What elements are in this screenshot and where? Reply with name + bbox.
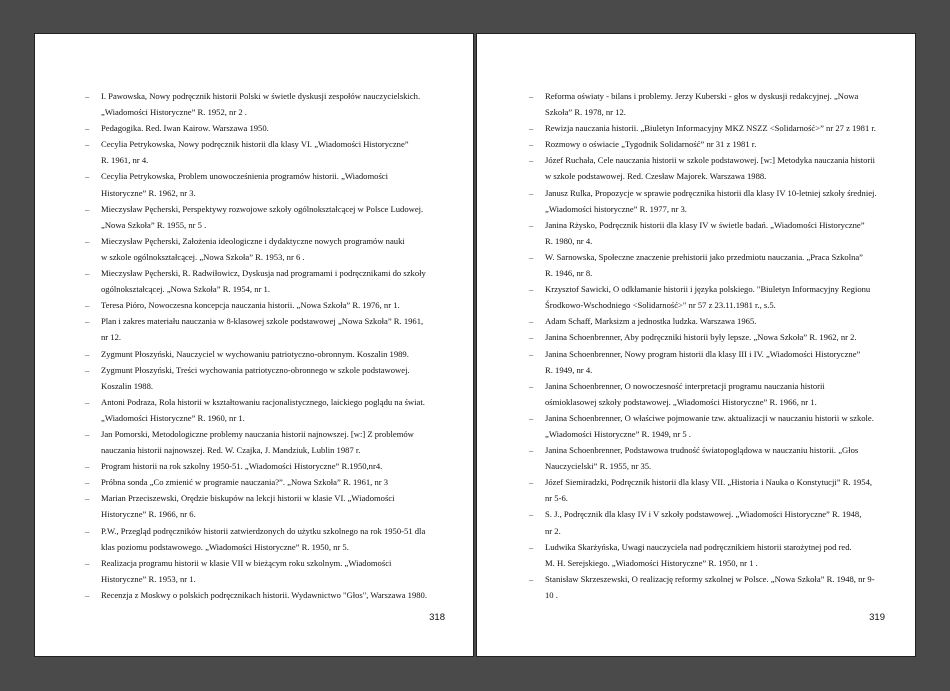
bibliography-entry <box>85 136 437 168</box>
bibliography-entry <box>85 490 437 522</box>
bibliography-entry <box>85 313 437 345</box>
entry-text: Janina Schoenbrenner, Podstawowa trudność światopoglądowa w nauczaniu historii. „Głos Nauczycielski” R. 1955, nr 35. <box>545 445 859 472</box>
entry-text: P.W., Przegląd podręczników historii zatwierdzonych do użytku szkolnego na rok 1950-51 dla klas poziomu podstawowego. „Wiadomości Historyczne” R. 1950, nr 5. <box>101 525 426 552</box>
right-page-bibliography <box>529 88 885 603</box>
bibliography-entry <box>529 378 885 410</box>
entry-text: Antoni Podraza, Rola historii w kształtowaniu racjonalistycznego, laickiego poglądu na świat. „Wiadomości Historyczne” R. 1960, nr 1. <box>101 396 425 423</box>
entry-text: Zygmunt Płoszyński, Nauczyciel w wychowaniu patriotyczno-obronnym. Koszalin 1989. <box>101 348 409 359</box>
entry-dash-bullet: – <box>85 493 90 504</box>
entry-text: Cecylia Petrykowska, Nowy podręcznik historii dla klasy VI. „Wiadomości Historyczne” R. 1961, nr 4. <box>101 139 409 166</box>
entry-dash-bullet: – <box>85 557 90 568</box>
entry-text: Zygmunt Płoszyński, Treści wychowania patriotyczno-obronnego w szkole podstawowej. Koszalin 1988. <box>101 364 410 391</box>
entry-text: Marian Przeciszewski, Orędzie biskupów na lekcji historii w klasie VI. „Wiadomości Historyczne” R. 1966, nr 6. <box>101 493 395 520</box>
bibliography-entry <box>529 88 885 120</box>
bibliography-entry <box>85 587 437 603</box>
entry-text: Janina Schoenbrenner, O właściwe pojmowanie tzw. aktualizacji w nauczaniu historii w szkole. „Wiadomości Historyczne” R. 1949, nr 5 . <box>545 412 874 439</box>
bibliography-entry <box>85 474 437 490</box>
entry-text: Janusz Rulka, Propozycje w sprawie podręcznika historii dla klasy IV 10-letniej szkoły średniej. „Wiadomości historyczne” R. 1977, nr 3. <box>545 187 877 214</box>
right-page <box>476 33 916 657</box>
entry-text: S. J., Podręcznik dla klasy IV i V szkoły podstawowej. „Wiadomości Historyczne” R. 1948, nr 2. <box>545 509 862 536</box>
entry-dash-bullet: – <box>85 123 90 134</box>
entry-text: Reforma oświaty - bilans i problemy. Jerzy Kuberski - głos w dyskusji redakcyjnej. „Nowa Szkoła” R. 1978, nr 12. <box>545 91 859 118</box>
entry-dash-bullet: – <box>529 251 534 262</box>
entry-dash-bullet: – <box>85 364 90 375</box>
entry-dash-bullet: – <box>529 316 534 327</box>
entry-text: Teresa Pióro, Nowoczesna koncepcja nauczania historii. „Nowa Szkoła” R. 1976, nr 1. <box>101 300 400 311</box>
entry-text: Mieczysław Pęcherski, R. Radwiłowicz, Dyskusja nad programami i podręcznikami do szkoły ogólnokształcącej. „Nowa Szkoła” R. 1954, nr 1. <box>101 268 426 295</box>
entry-dash-bullet: – <box>529 139 534 150</box>
entry-dash-bullet: – <box>529 91 534 101</box>
bibliography-entry <box>529 152 885 184</box>
right-page-number: 319 <box>869 612 885 623</box>
bibliography-entry <box>529 329 885 345</box>
entry-dash-bullet: – <box>85 316 90 327</box>
entry-dash-bullet: – <box>529 412 534 423</box>
entry-text: Stanisław Skrzeszewski, O realizację reformy szkolnej w Polsce. „Nowa Szkoła” R. 1948, nr 9- 10 . <box>545 573 875 600</box>
entry-dash-bullet: – <box>529 348 534 359</box>
entry-text: Józef Siemiradzki, Podręcznik historii dla klasy VII. „Historia i Nauka o Konstytucji” R. 1954, nr 5-6. <box>545 477 873 504</box>
bibliography-entry <box>529 185 885 217</box>
entry-text: I. Pawowska, Nowy podręcznik historii Polski w świetle dyskusji zespołów nauczycielskich. „Wiadomości Historyczne” R. 1952, nr 2 . <box>101 91 421 118</box>
entry-dash-bullet: – <box>529 445 534 456</box>
entry-dash-bullet: – <box>85 396 90 407</box>
left-page <box>34 33 474 657</box>
entry-text: Jan Pomorski, Metodologiczne problemy nauczania historii najnowszej. [w:] Z problemów nauczania historii najnowszej. Red. W. Czajka, J. Mandziuk, Lublin 1987 r. <box>101 428 414 456</box>
entry-text: Program historii na rok szkolny 1950-51. „Wiadomości Historyczne” R.1950,nr4. <box>101 461 383 472</box>
bibliography-entry <box>85 233 437 265</box>
entry-dash-bullet: – <box>529 123 534 134</box>
entry-dash-bullet: – <box>529 284 534 295</box>
entry-dash-bullet: – <box>529 155 534 166</box>
bibliography-entry <box>85 265 437 297</box>
entry-dash-bullet: – <box>85 348 90 359</box>
entry-dash-bullet: – <box>529 380 534 391</box>
entry-text: Józef Ruchała, Cele nauczania historii w szkole podstawowej. [w:] Metodyka nauczania historii w szkole podstawowej. Red. Czesław Majorek. Warszawa 1988. <box>545 155 876 182</box>
entry-dash-bullet: – <box>529 332 534 343</box>
bibliography-entry <box>529 539 885 571</box>
bibliography-entry <box>529 217 885 249</box>
entry-text: Janina Rżysko, Podręcznik historii dla klasy IV w świetle badań. „Wiadomości Historyczne” R. 1980, nr 4. <box>545 219 865 246</box>
bibliography-entry <box>85 88 437 120</box>
entry-dash-bullet: – <box>85 171 90 182</box>
bibliography-entry <box>85 346 437 362</box>
entry-dash-bullet: – <box>529 187 534 198</box>
bibliography-entry <box>529 120 885 136</box>
entry-text: Próbna sonda „Co zmienić w programie nauczania?”. „Nowa Szkoła” R. 1961, nr 3 <box>101 477 389 488</box>
entry-text: Janina Schoenbrenner, O nowoczesność interpretacji programu nauczania historii ośmioklasowej szkoły podstawowej. „Wiadomości Historyczne” R. 1966, nr 1. <box>545 380 825 407</box>
entry-text: Rozmowy o oświacie „Tygodnik Solidarność” nr 31 z 1981 r. <box>545 139 757 150</box>
bibliography-entry <box>85 168 437 200</box>
entry-dash-bullet: – <box>85 477 90 488</box>
entry-dash-bullet: – <box>85 268 90 279</box>
entry-text: Rewizja nauczania historii. „Biuletyn Informacyjny MKZ NSZZ <Solidarność>” nr 27 z 1981 r. <box>545 123 876 134</box>
entry-text: Mieczysław Pęcherski, Założenia ideologiczne i dydaktyczne nowych programów nauki w szkole ogólnokształcącej. „Nowa Szkoła” R. 1953, nr 6 . <box>101 235 405 262</box>
bibliography-entry <box>85 201 437 233</box>
entry-text: Janina Schoenbrenner, Aby podręczniki historii były lepsze. „Nowa Szkoła” R. 1962, nr 2. <box>545 332 857 343</box>
entry-text: Cecylia Petrykowska, Problem unowocześnienia programów historii. „Wiadomości Historyczne” R. 1962, nr 3. <box>101 171 389 198</box>
bibliography-entry <box>529 410 885 442</box>
left-page-bibliography <box>85 88 437 603</box>
entry-dash-bullet: – <box>85 461 90 472</box>
entry-dash-bullet: – <box>85 428 90 439</box>
bibliography-entry <box>85 426 437 458</box>
bibliography-entry <box>529 346 885 378</box>
entry-text: Realizacja programu historii w klasie VII w bieżącym roku szkolnym. „Wiadomości Historyczne” R. 1953, nr 1. <box>101 557 392 584</box>
bibliography-entry <box>529 442 885 474</box>
bibliography-entry <box>85 458 437 474</box>
entry-dash-bullet: – <box>85 139 90 150</box>
bibliography-entry <box>529 571 885 603</box>
entry-dash-bullet: – <box>529 477 534 488</box>
entry-text: Recenzja z Moskwy o polskich podręcznikach historii. Wydawnictwo "Głos", Warszawa 1980. <box>101 589 428 600</box>
entry-dash-bullet: – <box>85 589 90 600</box>
bibliography-entry <box>85 362 437 394</box>
entry-dash-bullet: – <box>85 525 90 536</box>
bibliography-entry <box>85 555 437 587</box>
bibliography-entry <box>529 506 885 538</box>
bibliography-entry <box>85 297 437 313</box>
entry-text: Janina Schoenbrenner, Nowy program historii dla klasy III i IV. „Wiadomości Historyczne” R. 1949, nr 4. <box>545 348 861 375</box>
entry-dash-bullet: – <box>529 573 534 584</box>
entry-text: W. Sarnowska, Społeczne znaczenie prehistorii jako przedmiotu nauczania. „Praca Szkolna” R. 1946, nr 8. <box>545 251 864 279</box>
bibliography-entry <box>85 394 437 426</box>
entry-text: Mieczysław Pęcherski, Perspektywy rozwojowe szkoły ogólnokształcącej w Polsce Ludowej. „Nowa Szkoła” R. 1955, nr 5 . <box>101 203 424 230</box>
entry-dash-bullet: – <box>85 203 90 214</box>
bibliography-entry <box>529 474 885 506</box>
entry-dash-bullet: – <box>529 541 534 552</box>
left-page-number: 318 <box>429 612 445 623</box>
entry-dash-bullet: – <box>85 235 90 246</box>
bibliography-entry <box>529 249 885 281</box>
entry-text: Pedagogika. Red. Iwan Kairow. Warszawa 1950. <box>101 123 269 134</box>
entry-dash-bullet: – <box>85 91 90 101</box>
bibliography-entry <box>529 281 885 313</box>
bibliography-entry <box>85 523 437 555</box>
bibliography-entry <box>529 313 885 329</box>
entry-dash-bullet: – <box>529 219 534 230</box>
bibliography-entry <box>529 136 885 152</box>
entry-text: Krzysztof Sawicki, O odkłamanie historii i języka polskiego. "Biuletyn Informacyjny Regionu Środkowo-Wschodniego <Solidarność>" nr 57 z 23.11.1981 r., s.5. <box>545 284 871 311</box>
entry-text: Ludwika Skarżyńska, Uwagi nauczyciela nad podręcznikiem historii starożytnej pod red. M. H. Serejskiego. „Wiadomości Historyczne” R. 1950, nr 1 . <box>545 541 852 568</box>
entry-text: Adam Schaff, Marksizm a jednostka ludzka. Warszawa 1965. <box>545 316 757 327</box>
entry-dash-bullet: – <box>85 300 90 311</box>
entry-text: Plan i zakres materiału nauczania w 8-klasowej szkole podstawowej „Nowa Szkoła” R. 1961, nr 12. <box>101 316 424 343</box>
entry-dash-bullet: – <box>529 509 534 520</box>
bibliography-entry <box>85 120 437 136</box>
